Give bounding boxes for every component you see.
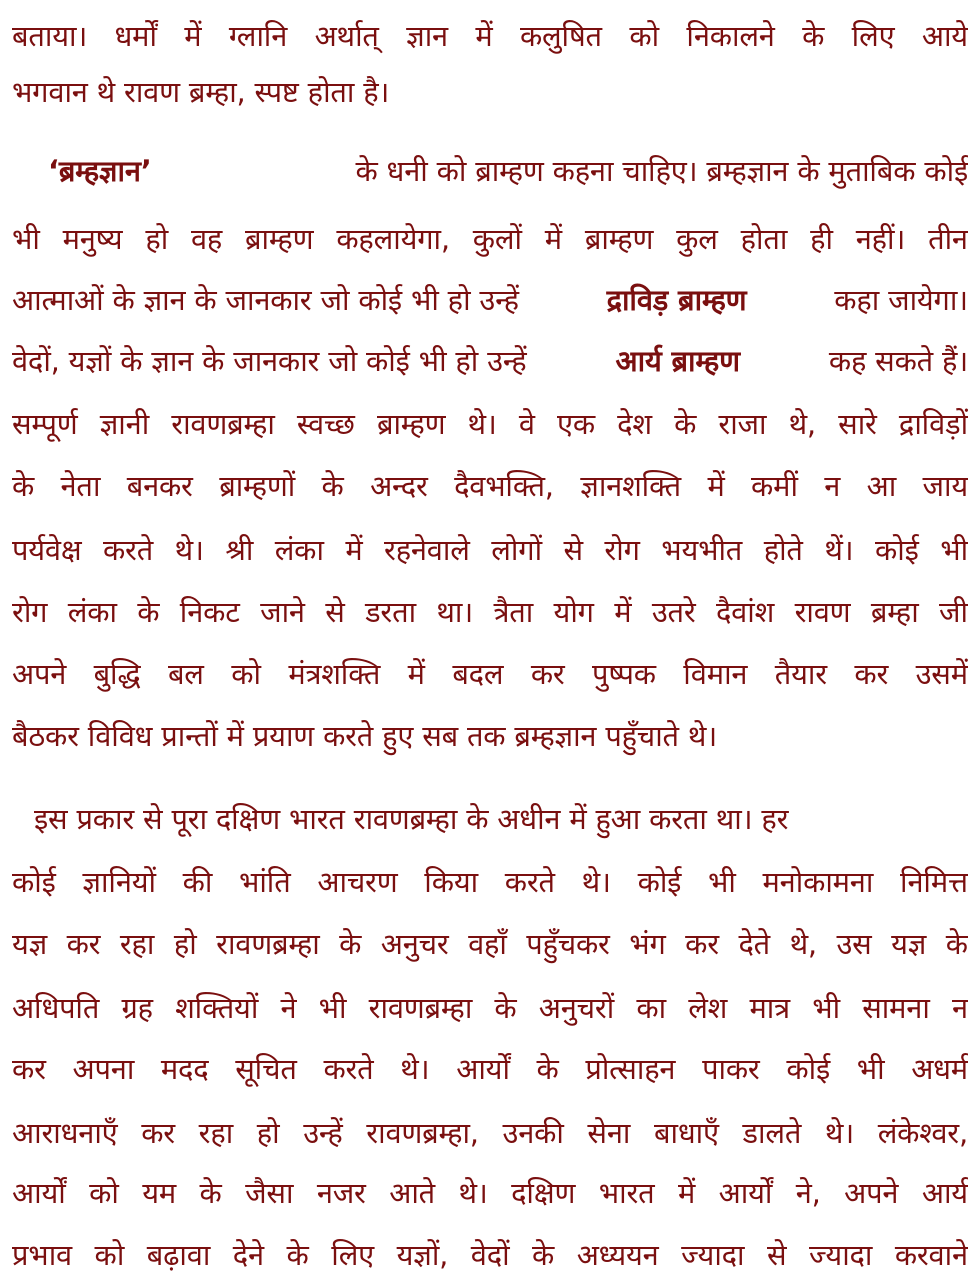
word: दक्षिण xyxy=(511,1175,576,1210)
word: दैवांश xyxy=(715,594,775,629)
text-line: भगवान थे रावण ब्रम्हा, स्पष्ट होता है। xyxy=(12,74,390,109)
word: पर्यवेक्ष xyxy=(12,532,82,567)
word: भी xyxy=(812,990,840,1025)
word: जाय xyxy=(922,468,968,503)
word: विमान xyxy=(683,656,748,691)
word: देश xyxy=(617,406,652,441)
word: थे। xyxy=(581,864,611,899)
word: रावणब्रम्हा xyxy=(171,406,275,441)
word: में xyxy=(707,468,725,503)
word: ग्लानि xyxy=(228,18,288,53)
word: ब्राम्हण xyxy=(245,221,314,256)
word: निमित्त xyxy=(900,864,968,899)
word: थे, xyxy=(788,406,816,441)
word: कर xyxy=(530,656,565,691)
word: में xyxy=(345,532,363,567)
word: अध्ययन xyxy=(576,1237,659,1272)
word: तीन xyxy=(928,221,968,256)
word: भांति xyxy=(239,864,291,899)
bold-term: आर्य ब्राम्हण xyxy=(615,343,740,378)
word: सारे xyxy=(838,406,877,441)
line-content xyxy=(12,343,968,378)
word: रहनेवाले xyxy=(384,532,470,567)
line-content xyxy=(12,153,968,188)
word: निकट xyxy=(179,594,240,629)
word: न xyxy=(951,990,968,1025)
word: के xyxy=(321,468,344,503)
word: भी xyxy=(318,990,347,1025)
word: दैवभक्ति, xyxy=(454,468,554,503)
word: थे। xyxy=(824,1115,854,1150)
word: भी xyxy=(940,532,968,567)
word: रहा xyxy=(119,926,155,961)
text-line xyxy=(12,646,968,702)
word: अपने xyxy=(844,1175,899,1210)
word: भयभीत xyxy=(661,532,743,567)
text-line xyxy=(12,333,968,389)
word: के xyxy=(286,1237,309,1272)
word: से xyxy=(325,594,345,629)
word: रावणब्रम्हा xyxy=(216,926,320,961)
word: राजा xyxy=(718,406,767,441)
word: को xyxy=(629,18,659,53)
word: हो xyxy=(256,1115,280,1150)
word: कर xyxy=(141,1115,175,1150)
text-line xyxy=(12,791,968,847)
word: होता xyxy=(740,221,788,256)
word: यम xyxy=(142,1175,176,1210)
word: रोग xyxy=(12,594,48,629)
word: उस xyxy=(836,926,872,961)
word: बुद्धि xyxy=(93,656,141,691)
word: वहाँ xyxy=(468,926,507,961)
word: हो xyxy=(145,221,169,256)
text-line xyxy=(12,396,968,452)
word: अनुचर xyxy=(380,926,449,961)
word: रावणब्रम्हा xyxy=(368,990,473,1025)
word: त्रैता xyxy=(493,594,534,629)
word: जैसा xyxy=(245,1175,294,1210)
word: आचरण xyxy=(317,864,398,899)
word: रावणब्रम्हा, xyxy=(366,1115,479,1150)
word: करवाने xyxy=(894,1237,968,1272)
word: से xyxy=(766,1237,787,1272)
word: आराधनाएँ xyxy=(12,1115,118,1150)
text-line xyxy=(12,854,968,910)
word: अधर्म xyxy=(911,1051,968,1086)
word: के xyxy=(12,468,35,503)
word: को xyxy=(231,656,261,691)
word: लंका xyxy=(67,594,117,629)
word: न xyxy=(824,468,841,503)
word: में xyxy=(677,1175,696,1210)
word: शक्तियों xyxy=(175,990,259,1025)
word: अपने xyxy=(12,656,67,691)
word: में xyxy=(475,18,493,53)
word: की xyxy=(182,864,213,899)
word: भारत xyxy=(598,1175,655,1210)
word: भी xyxy=(856,1051,885,1086)
word: कोई xyxy=(12,864,56,899)
word: डरता xyxy=(365,594,416,629)
word: डालते xyxy=(742,1115,802,1150)
word: अनुचरों xyxy=(538,990,615,1025)
text-line xyxy=(12,211,968,267)
word: कर xyxy=(854,656,889,691)
word: मदद xyxy=(160,1051,209,1086)
text-line xyxy=(12,1105,968,1161)
word: वह xyxy=(190,221,223,256)
word: में xyxy=(544,221,562,256)
word: पाकर xyxy=(702,1051,760,1086)
word: ही xyxy=(810,221,833,256)
word: लिए xyxy=(331,1237,375,1272)
word: देने xyxy=(232,1237,264,1272)
word: रावण xyxy=(794,594,851,629)
word: भी xyxy=(12,221,40,256)
word: नजर xyxy=(316,1175,366,1210)
word: अन्दर xyxy=(370,468,428,503)
word: निकालने xyxy=(686,18,775,53)
word: के xyxy=(532,1237,555,1272)
word: ने, xyxy=(795,1175,821,1210)
word: सूचित xyxy=(235,1051,297,1086)
word: प्रोत्साहन xyxy=(585,1051,676,1086)
word: मनुष्य xyxy=(62,221,123,256)
word: ब्राम्हणों xyxy=(219,468,296,503)
word: भंग xyxy=(629,926,666,961)
word: लेश xyxy=(688,990,728,1025)
word: अर्थात् xyxy=(314,18,379,53)
word: बनकर xyxy=(126,468,193,503)
text-segment: कह सकते हैं। xyxy=(828,343,968,378)
text-segment: के धनी को ब्राम्हण कहना चाहिए। ब्रम्हज्ञान के मुताबिक कोई xyxy=(355,153,968,188)
word: योग xyxy=(553,594,594,629)
word: के xyxy=(802,18,825,53)
word: को xyxy=(94,1237,125,1272)
word: आये xyxy=(921,18,968,53)
word: के xyxy=(339,926,362,961)
word: स्वच्छ xyxy=(296,406,355,441)
word: कर xyxy=(66,926,101,961)
word: करते xyxy=(323,1051,374,1086)
word: मात्र xyxy=(749,990,790,1025)
text-line xyxy=(12,584,968,640)
word: मनोकामना xyxy=(762,864,874,899)
word: पुष्पक xyxy=(592,656,656,691)
word: होते xyxy=(763,532,803,567)
word: भी xyxy=(708,864,736,899)
bold-term: द्राविड़ ब्राम्हण xyxy=(606,282,747,317)
word: ब्रम्हा xyxy=(870,594,919,629)
text-line xyxy=(12,522,968,578)
word: आर्यों xyxy=(456,1051,510,1086)
word: अपना xyxy=(72,1051,135,1086)
word: को xyxy=(89,1175,119,1210)
word: ब्राम्हण xyxy=(584,221,654,256)
word: कुलों xyxy=(472,221,522,256)
word: सम्पूर्ण xyxy=(12,406,78,441)
word: वेदों xyxy=(470,1237,510,1272)
word: आ xyxy=(866,468,897,503)
word: लोगों xyxy=(491,532,542,567)
text-line xyxy=(12,272,968,328)
word: रोग xyxy=(604,532,640,567)
word: कहलायेगा, xyxy=(336,221,450,256)
word: श्री xyxy=(225,532,254,567)
word: के xyxy=(137,594,160,629)
word: ग्रह xyxy=(121,990,153,1025)
word: प्रभाव xyxy=(12,1237,72,1272)
word: थे। xyxy=(467,406,497,441)
word: लंकेश्वर, xyxy=(877,1115,968,1150)
word: में xyxy=(614,594,632,629)
word: करते xyxy=(504,864,555,899)
word: जाने xyxy=(260,594,305,629)
text-segment: कहा जायेगा। xyxy=(834,282,968,317)
word: थें। xyxy=(824,532,854,567)
word: लिए xyxy=(851,18,895,53)
text-line xyxy=(12,8,968,64)
word: ज्ञान xyxy=(406,18,448,53)
word: सेना xyxy=(587,1115,631,1150)
word: उसमें xyxy=(915,656,968,691)
word: द्राविड़ों xyxy=(898,406,968,441)
word: किया xyxy=(424,864,478,899)
text-segment: वेदों, यज्ञों के ज्ञान के जानकार जो कोई भी हो उन्हें xyxy=(12,343,527,378)
word: वे xyxy=(518,406,535,441)
word: ज्ञानशक्ति xyxy=(580,468,681,503)
word: रहा xyxy=(198,1115,234,1150)
word: पहुँचकर xyxy=(526,926,610,961)
word: कोई xyxy=(637,864,682,899)
word: था। xyxy=(436,594,474,629)
word: मंत्रशक्ति xyxy=(288,656,381,691)
word: थे। xyxy=(174,532,204,567)
text-line xyxy=(12,1165,968,1221)
word: नहीं। xyxy=(855,221,906,256)
word: बदल xyxy=(452,656,504,691)
word: तैयार xyxy=(774,656,827,691)
word: यज्ञ xyxy=(891,926,927,961)
text-segment: आत्माओं के ज्ञान के जानकार जो कोई भी हो उन्हें xyxy=(12,282,519,317)
word: करते xyxy=(102,532,154,567)
word: यज्ञों, xyxy=(396,1237,449,1272)
word: से xyxy=(563,532,583,567)
word: थे। xyxy=(458,1175,488,1210)
text-line xyxy=(12,143,968,199)
word: ज्यादा xyxy=(808,1237,873,1272)
word: नेता xyxy=(60,468,101,503)
word: यज्ञ xyxy=(12,926,48,961)
word: आर्यों xyxy=(12,1175,66,1210)
word: में xyxy=(184,18,202,53)
word: उनकी xyxy=(502,1115,564,1150)
word: उन्हें xyxy=(303,1115,343,1150)
word: कुल xyxy=(676,221,718,256)
word: में xyxy=(407,656,425,691)
word: धर्मों xyxy=(114,18,157,53)
line-content: इस प्रकार से पूरा दक्षिण भारत रावणब्रम्हा के अधीन में हुआ करता था। हर xyxy=(34,801,789,836)
word: बाधाएँ xyxy=(653,1115,719,1150)
text-line: बैठकर विविध प्रान्तों में प्रयाण करते हुए सब तक ब्रम्हज्ञान पहुँचाते थे। xyxy=(12,718,717,753)
text-line xyxy=(12,916,968,972)
word: आर्य xyxy=(921,1175,968,1210)
word: ज्ञानियों xyxy=(82,864,156,899)
word: के xyxy=(536,1051,559,1086)
bold-term: ‘ब्रम्हज्ञान’ xyxy=(48,153,152,188)
word: कोई xyxy=(875,532,919,567)
text-line xyxy=(12,458,968,514)
word: थे, xyxy=(789,926,817,961)
word: अधिपति xyxy=(12,990,100,1025)
word: आर्यों xyxy=(718,1175,773,1210)
word: एक xyxy=(557,406,595,441)
word: के xyxy=(199,1175,222,1210)
word: के xyxy=(494,990,517,1025)
word: के xyxy=(674,406,697,441)
word: ब्राम्हण xyxy=(376,406,446,441)
word: कलुषित xyxy=(519,18,602,53)
word: ज्यादा xyxy=(681,1237,745,1272)
word: ज्ञानी xyxy=(99,406,150,441)
word: का xyxy=(636,990,666,1025)
word: थे। xyxy=(400,1051,430,1086)
word: के xyxy=(945,926,968,961)
line-content xyxy=(12,282,968,317)
text-line xyxy=(12,1041,968,1097)
text-line xyxy=(12,1227,968,1283)
word: जी xyxy=(938,594,968,629)
word: ने xyxy=(280,990,297,1025)
word: बताया। xyxy=(12,18,88,53)
word: कर xyxy=(12,1051,46,1086)
word: आते xyxy=(389,1175,435,1210)
word: बढ़ावा xyxy=(146,1237,211,1272)
word: कर xyxy=(685,926,719,961)
word: हो xyxy=(173,926,197,961)
text-line xyxy=(12,980,968,1036)
word: कमीं xyxy=(751,468,798,503)
word: देते xyxy=(738,926,770,961)
word: बल xyxy=(167,656,204,691)
word: उतरे xyxy=(651,594,696,629)
word: सामना xyxy=(862,990,930,1025)
word: कोई xyxy=(786,1051,830,1086)
word: लंका xyxy=(274,532,324,567)
